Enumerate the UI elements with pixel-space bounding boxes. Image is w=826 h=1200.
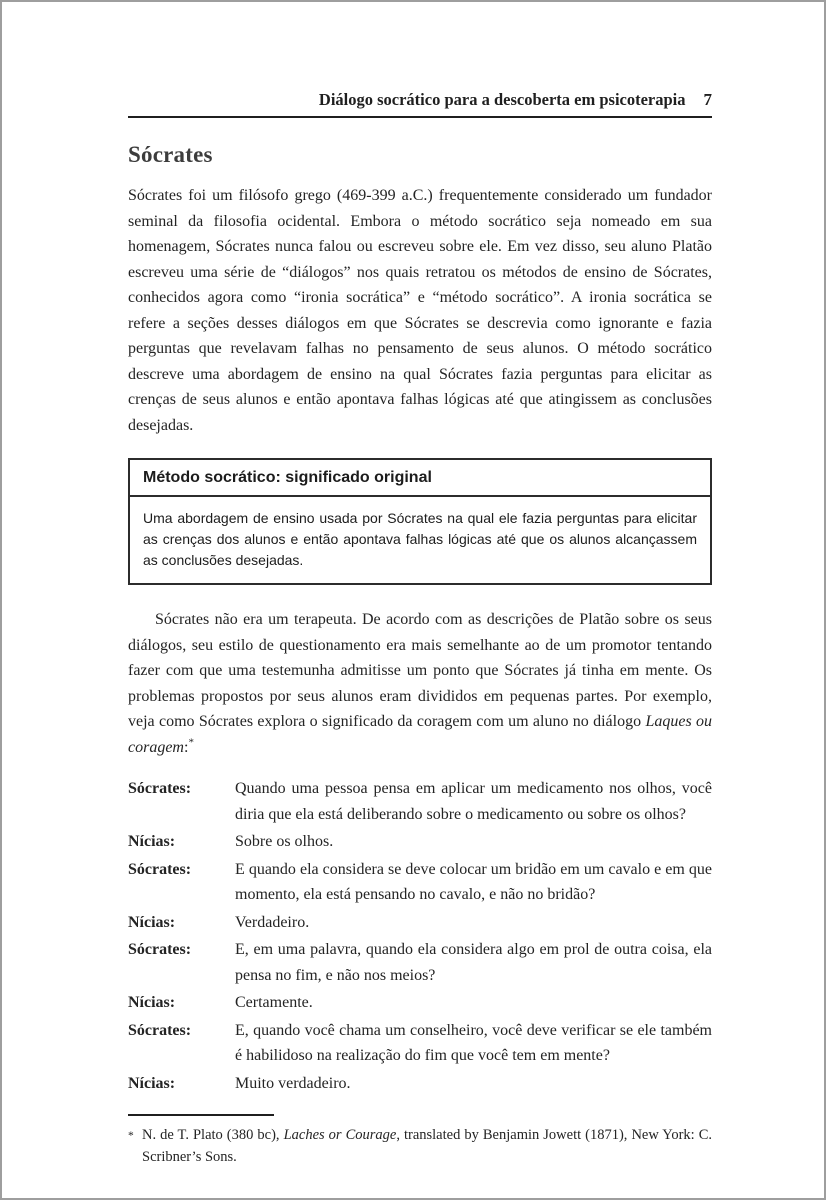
- dialogue-row: [128, 857, 712, 908]
- dialogue-row: [128, 776, 712, 827]
- speech-text: E, em uma palavra, quando ela considera algo em prol de outra coisa, ela pensa no fim, e não nos meios?: [235, 941, 712, 984]
- second-paragraph-colon: :: [183, 738, 189, 756]
- footnote: [128, 1114, 712, 1168]
- footnote-text: [128, 1124, 712, 1168]
- dialogue-title-italic: Laques ou coragem: [128, 713, 712, 756]
- dialogue-row: [128, 1018, 712, 1069]
- dialogue-row: [128, 910, 712, 936]
- footnote-text-pre: N. de T. Plato (380 bc),: [142, 1127, 284, 1143]
- speaker-label: Sócrates:: [128, 860, 192, 878]
- speaker-label: Sócrates:: [128, 941, 192, 958]
- speech-text: E quando ela considera se deve colocar um bridão em um cavalo e em que momento, ela está pensando no cavalo, e não no bridão?: [235, 860, 712, 903]
- speaker-label: Nícias:: [128, 833, 176, 850]
- dialogue-row: [128, 1071, 712, 1097]
- running-head: [128, 90, 712, 118]
- dialogue-row: [128, 937, 712, 988]
- footnote-reference-marker: *: [188, 736, 194, 749]
- speaker-label: Sócrates:: [128, 1021, 192, 1039]
- running-head-title: Diálogo socrático para a descoberta em psicoterapia: [318, 90, 686, 109]
- page-content: [2, 90, 824, 1168]
- speech-text: Verdadeiro.: [235, 913, 310, 931]
- speaker-label: Nícias:: [128, 1074, 176, 1092]
- definition-box-title: Método socrático: significado original: [130, 460, 710, 497]
- section-title: Sócrates: [128, 142, 213, 167]
- footnote-separator-rule: [128, 1114, 274, 1116]
- speech-text: Certamente.: [235, 994, 313, 1011]
- speech-text: Muito verdadeiro.: [235, 1074, 351, 1092]
- speech-text: Quando uma pessoa pensa em aplicar um medicamento nos olhos, você diria que ela está deliberando sobre o medicamento ou sobre os olhos?: [235, 780, 712, 823]
- speaker-label: Nícias:: [128, 913, 176, 931]
- footnote-marker: *: [128, 1130, 134, 1142]
- second-paragraph: [128, 607, 712, 760]
- speech-text: E, quando você chama um conselheiro, você deve verificar se ele também é habilidoso na realização do fim que você tem em mente?: [235, 1021, 712, 1064]
- speaker-label: Nícias:: [128, 994, 176, 1011]
- definition-box-body: Uma abordagem de ensino usada por Sócrates na qual ele fazia perguntas para elicitar as crenças dos alunos e então apontava falhas lógicas até que os alunos alcançassem as conclusões desejadas.: [143, 510, 697, 568]
- intro-paragraph: Sócrates foi um filósofo grego (469-399 a.C.) frequentemente considerado um fundador seminal da filosofia ocidental. Embora o método socrático seja nomeado em sua homenagem, Sócrates nunca falou ou escreveu sobre ele. Em vez disso, seu aluno Platão escreveu uma série de “diálogos” nos quais retratou os métodos de ensino de Sócrates, conhecidos agora como “ironia socrática” e “método socrático”. A ironia socrática se refere a seções desses diálogos em que Sócrates se descrevia como ignorante e fazia perguntas que revelavam falhas no pensamento de seus alunos. O método socrático descreve uma abordagem de ensino na qual Sócrates fazia perguntas para elicitar as crenças de seus alunos e então apontava falhas lógicas até que atingissem as conclusões desejadas.: [128, 187, 712, 434]
- dialogue-row: [128, 829, 712, 855]
- second-paragraph-text: Sócrates não era um terapeuta. De acordo com as descrições de Platão sobre os seus diálogos, seu estilo de questionamento era mais semelhante ao de um promotor tentando fazer com que uma testemunha admitisse um ponto que Sócrates já tinha em mente. Os problemas propostos por seus alunos eram divididos em pequenas partes. Por exemplo, veja como Sócrates explora o significado da coragem com um aluno no diálogo: [128, 611, 712, 730]
- speech-text: Sobre os olhos.: [235, 833, 334, 850]
- socratic-dialogue: [128, 776, 712, 1096]
- footnote-text-post: , translated by Benjamin Jowett (1871), New York: C. Scribner’s Sons.: [142, 1127, 712, 1165]
- speaker-label: Sócrates:: [128, 780, 192, 797]
- definition-box: [128, 458, 712, 585]
- footnote-work-title-italic: Laches or Courage: [283, 1127, 397, 1143]
- dialogue-row: [128, 990, 712, 1016]
- page-number: 7: [703, 90, 712, 109]
